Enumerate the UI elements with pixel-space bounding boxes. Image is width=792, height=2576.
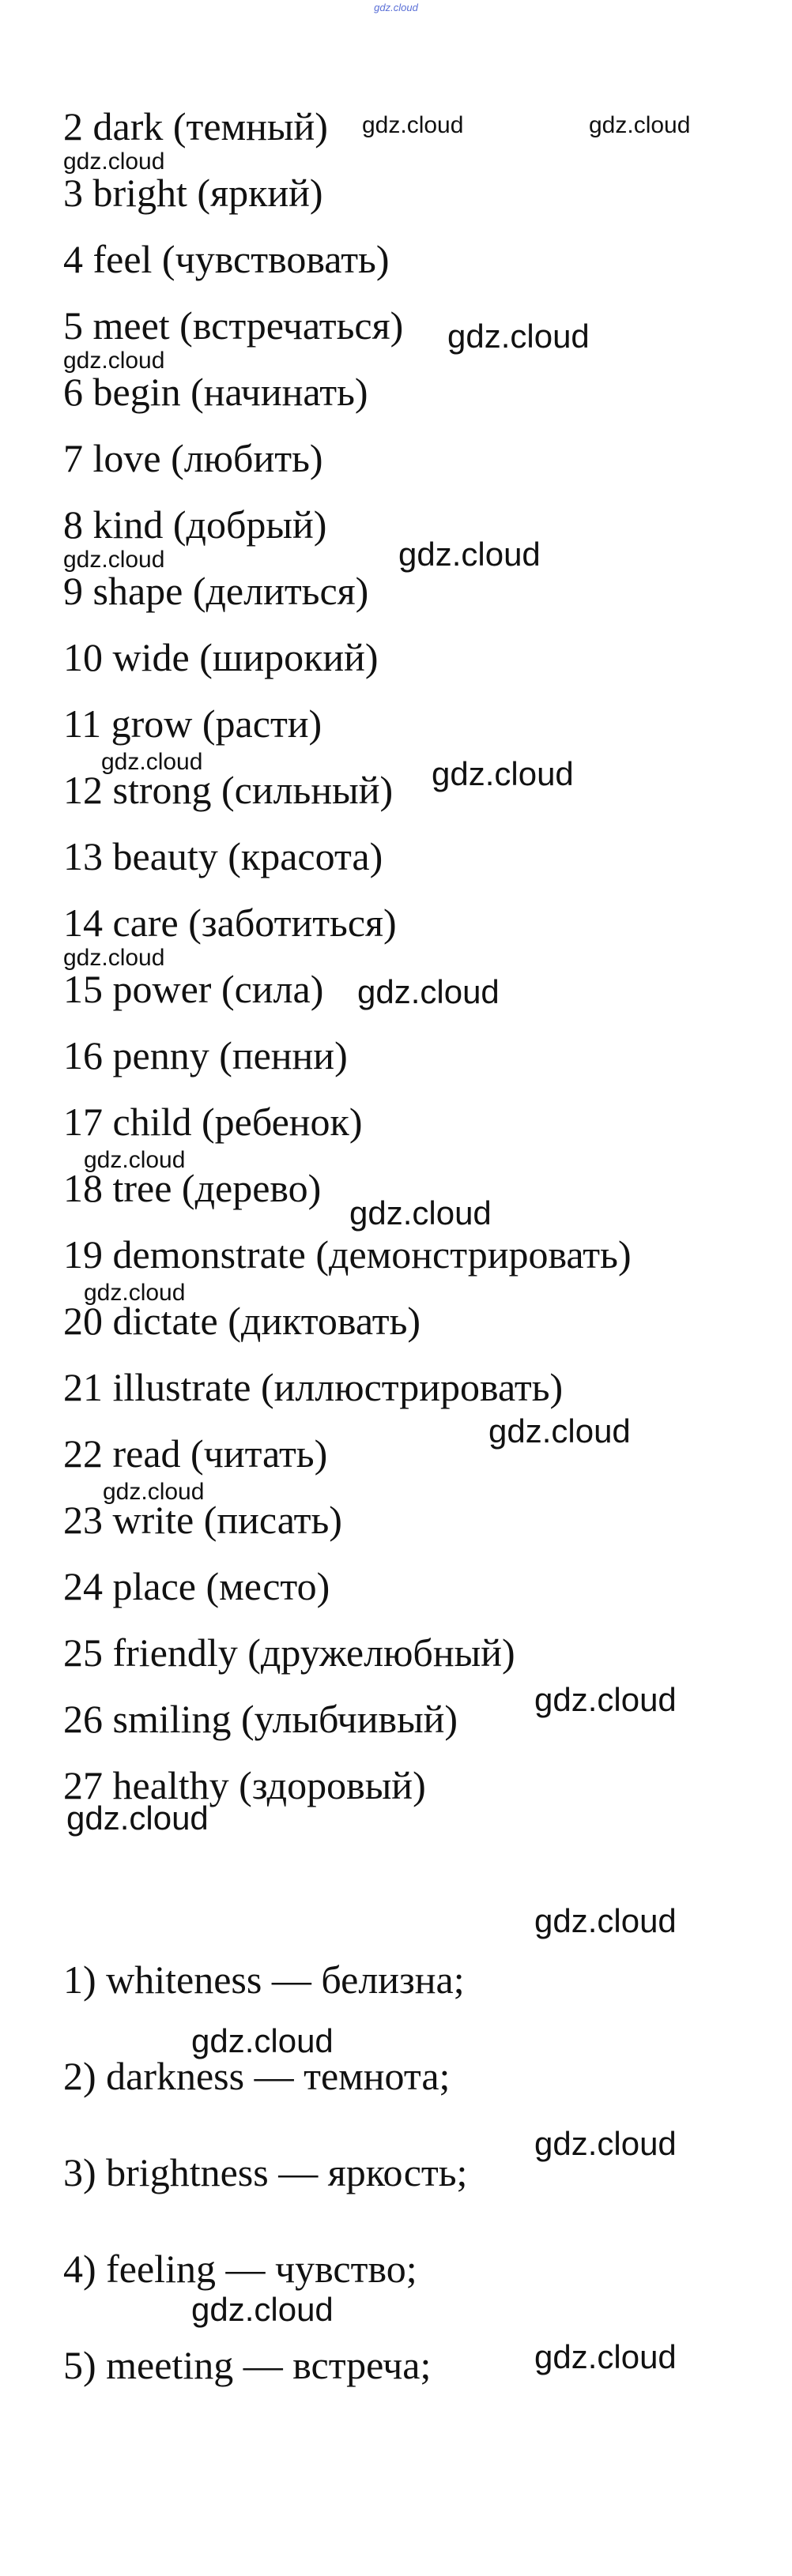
watermark: gdz.cloud [362,112,464,138]
word-item: 15 power (сила) [63,967,324,1011]
word-item: 3 bright (яркий) [63,171,323,215]
word-item: 23 write (писать) [63,1498,342,1542]
word-item: 27 healthy (здоровый) [63,1763,426,1807]
derivation-item: 2) darkness — темнота; [63,2054,451,2098]
word-item: 24 place (место) [63,1564,330,1608]
word-item: 26 smiling (улыбчивый) [63,1697,458,1741]
watermark: gdz.cloud [101,749,203,775]
watermark: gdz.cloud [534,2125,677,2162]
watermark: gdz.cloud [63,149,165,175]
watermark: gdz.cloud [66,1799,209,1837]
watermark: gdz.cloud [349,1194,492,1232]
watermark: gdz.cloud [191,2022,334,2059]
word-item: 5 meet (встречаться) [63,303,404,348]
watermark: gdz.cloud [534,1681,677,1718]
word-item: 25 friendly (дружелюбный) [63,1630,515,1675]
word-item: 16 penny (пенни) [63,1033,348,1077]
derivation-item: 5) meeting — встреча; [63,2343,432,2387]
word-item: 14 care (заботиться) [63,901,397,945]
watermark: gdz.cloud [432,755,574,792]
word-item: 9 shape (делиться) [63,569,369,613]
derivation-item: 3) brightness — яркость; [63,2150,468,2194]
word-item: 11 grow (расти) [63,701,322,746]
watermark: gdz.cloud [84,1280,186,1306]
watermark: gdz.cloud [534,2338,677,2375]
word-item: 21 illustrate (иллюстрировать) [63,1365,564,1409]
watermark: gdz.cloud [63,945,165,971]
watermark: gdz.cloud [191,2291,334,2328]
word-item: 4 feel (чувствовать) [63,237,390,281]
word-item: 13 beauty (красота) [63,834,383,878]
watermark: gdz.cloud [589,112,691,138]
watermark: gdz.cloud [357,973,500,1010]
watermark: gdz.cloud [398,536,541,573]
word-item: 20 dictate (диктовать) [63,1299,421,1343]
watermark: gdz.cloud [534,1902,677,1939]
derivation-item: 4) feeling — чувство; [63,2247,417,2291]
word-item: 12 strong (сильный) [63,768,394,812]
word-item: 19 demonstrate (демонстрировать) [63,1232,632,1277]
word-item: 2 dark (темный) [63,104,328,149]
derivation-item: 1) whiteness — белизна; [63,1957,465,2002]
word-item: 7 love (любить) [63,436,323,480]
watermark: gdz.cloud [63,348,165,374]
word-item: 8 kind (добрый) [63,502,327,547]
watermark: gdz.cloud [84,1147,186,1173]
word-item: 6 begin (начинать) [63,370,368,414]
watermark: gdz.cloud [447,318,590,355]
word-item: 22 read (читать) [63,1431,328,1476]
watermark: gdz.cloud [488,1412,631,1450]
word-item: 10 wide (широкий) [63,635,379,679]
word-item: 17 child (ребенок) [63,1100,363,1144]
word-item: 18 tree (дерево) [63,1166,322,1210]
site-header: gdz.cloud [374,2,418,13]
watermark: gdz.cloud [103,1479,205,1505]
watermark: gdz.cloud [63,547,165,573]
